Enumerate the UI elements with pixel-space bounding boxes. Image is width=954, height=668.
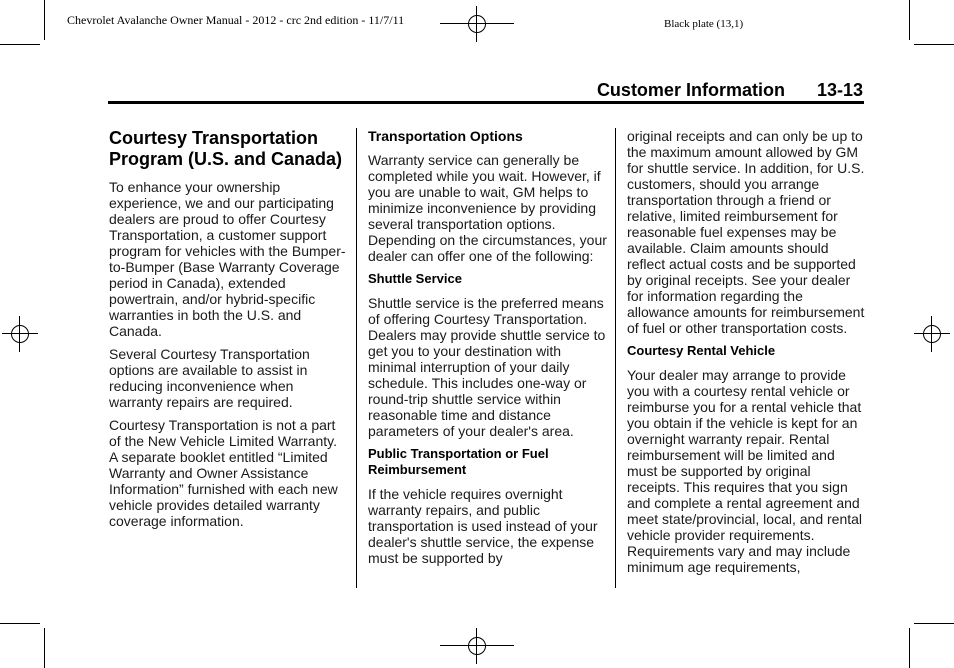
options-paragraph: Warranty service can generally be completed while you wait. However, if you are unable to wait, GM helps to minimize inconvenience by providing several transportation options. Depending on the circumstances, your dealer can offer one of the following: [368,152,607,264]
column-divider [356,128,357,588]
crop-mark [0,44,40,45]
intro-paragraph: Several Courtesy Transportation options are available to assist in reducing inconvenience when warranty repairs are required. [109,346,310,410]
public-transport-paragraph-continued: original receipts and can only be up to the maximum amount allowed by GM for shuttle service. In addition, for U.S. customers, should you arrange transportation through a friend or relative, limited reimbursement for reasonable fuel expenses may be available. Claim amounts should reflect actual costs and be supported by original receipts. See your dealer for information regarding the allowance amounts for reimbursement of fuel or other transportation costs. [627,128,865,336]
registration-mark-icon [459,6,495,42]
rental-heading: Courtesy Rental Vehicle [627,343,776,358]
public-transport-paragraph: If the vehicle requires overnight warranty repairs, and public transportation is used instead of your dealer's shuttle service, the expense must be supported by [368,486,598,566]
registration-mark-icon [459,628,495,664]
column-3 [627,128,865,582]
crop-mark [0,623,40,624]
crop-mark [909,0,910,40]
intro-paragraph: Courtesy Transportation is not a part of the New Vehicle Limited Warranty. A separate booklet entitled “Limited Warranty and Owner Assistance Information” furnished with each new vehicle provides detailed warranty coverage information. [109,417,338,529]
shuttle-heading: Shuttle Service [368,271,462,286]
slug-left: Chevrolet Avalanche Owner Manual - 2012 - crc 2nd edition - 11/7/11 [67,13,405,27]
options-heading: Transportation Options [368,128,523,144]
registration-mark-icon [914,316,950,352]
shuttle-paragraph: Shuttle service is the preferred means of offering Courtesy Transportation. Dealers may provide shuttle service to get you to your destination with minimal interruption of your daily schedule. This includes one-way or round-trip shuttle service within reasonable time and distance parameters of your dealer's area. [368,295,606,439]
rental-paragraph: Your dealer may arrange to provide you with a courtesy rental vehicle or reimburse you for a rental vehicle that you obtain if the vehicle is kept for an overnight warranty repair. Rental reimbursement will be limited and must be supported by original receipts. This requires that you sign and complete a rental agreement and meet state/provincial, local, and rental vehicle provider requirements. Requirements vary and may include minimum age requirements, [627,367,863,575]
slug-right: Black plate (13,1) [664,18,744,30]
public-transport-heading: Public Transportation or Fuel Reimbursement [368,446,549,477]
column-1 [109,128,347,536]
article-title: Courtesy Transportation Program (U.S. and Canada) [109,128,343,169]
crop-mark [44,0,45,40]
crop-mark [914,623,954,624]
crop-mark [909,628,910,668]
column-2 [368,128,608,573]
intro-paragraph: To enhance your ownership experience, we and our participating dealers are proud to offer Courtesy Transportation, a customer support program for vehicles with the Bumper-to-Bumper (Base Warranty Coverage period in Canada), extended powertrain, and/or hybrid-specific warranties in both the U.S. and Canada. [109,179,346,339]
section-title: Customer Information [596,80,785,100]
registration-mark-icon [2,316,38,352]
reg-line [440,645,514,646]
page-number: 13-13 [816,80,863,100]
header-rule [108,101,864,104]
reg-line [440,23,514,24]
running-head [597,80,863,101]
crop-mark [914,44,954,45]
crop-mark [44,628,45,668]
column-divider [615,128,616,588]
